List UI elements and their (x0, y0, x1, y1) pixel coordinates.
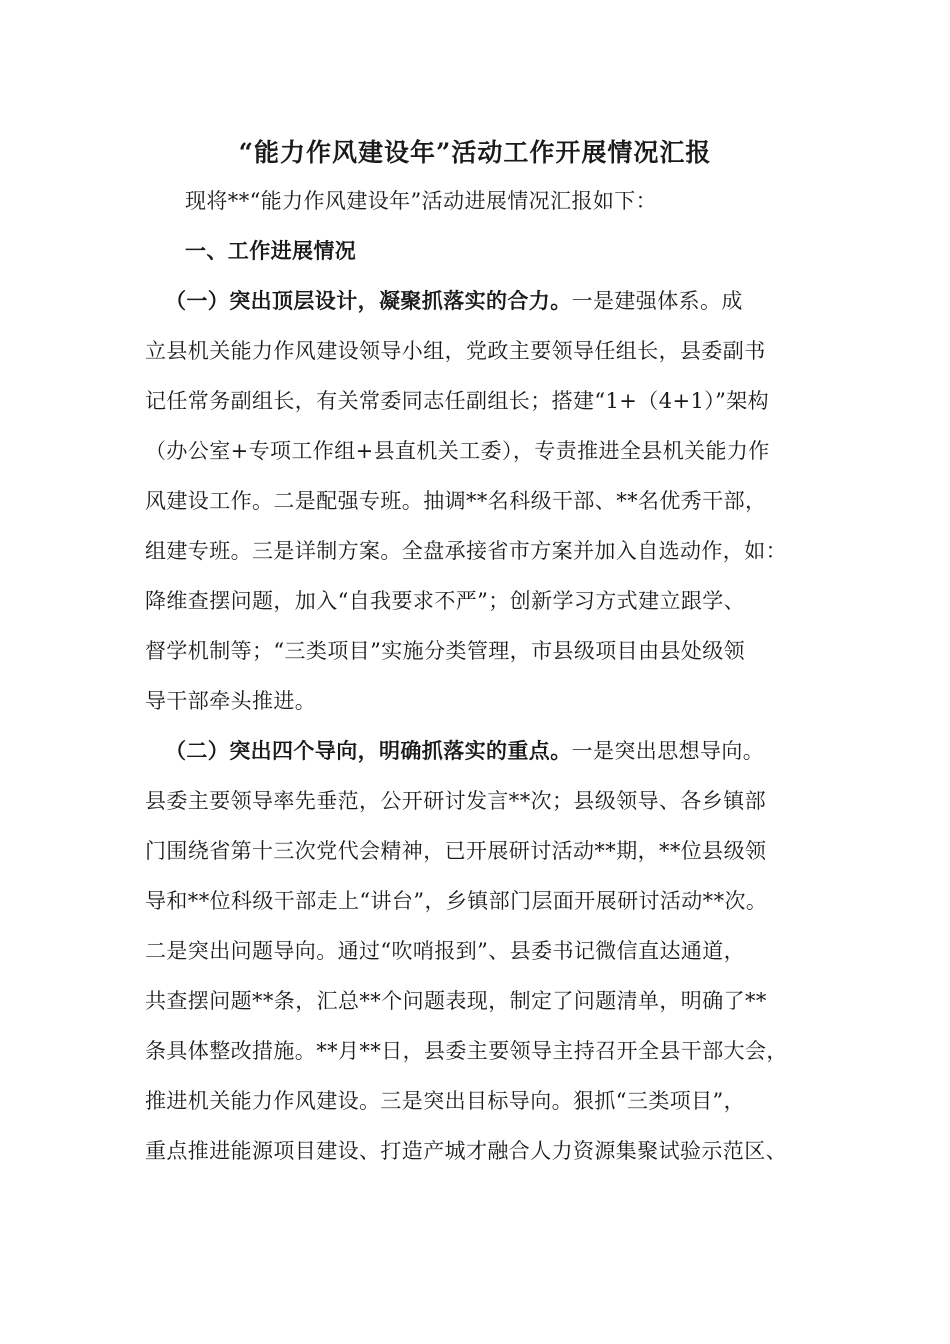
para1-line: 立县机关能力作风建设领导小组，党政主要领导任组长，县委副书 (145, 339, 766, 363)
para1-line: 督学机制等；“三类项目”实施分类管理，市县级项目由县处级领 (145, 639, 746, 663)
para2-line: 共查摆问题**条，汇总**个问题表现，制定了问题清单，明确了** (145, 989, 767, 1013)
para2-heading: （二）突出四个导向，明确抓落实的重点。 (165, 738, 572, 763)
para2-line: 门围绕省第十三次党代会精神，已开展研讨活动**期，**位县级领 (145, 839, 767, 863)
para2-first-line (165, 734, 764, 768)
para1-heading: （一）突出顶层设计，凝聚抓落实的合力。 (165, 288, 572, 313)
para2-line: 推进机关能力作风建设。三是突出目标导向。狠抓“三类项目”， (145, 1089, 746, 1113)
para2-line: 条具体整改措施。**月**日，县委主要领导主持召开全县干部大会， (145, 1039, 788, 1063)
para2-line: 重点推进能源项目建设、打造产城才融合人力资源集聚试验示范区、 (145, 1139, 787, 1163)
intro-line: 现将**“能力作风建设年”活动进展情况汇报如下： (185, 189, 658, 213)
para2-line: 二是突出问题导向。通过“吹哨报到”、县委书记微信直达通道， (145, 939, 746, 963)
page-title: “能力作风建设年”活动工作开展情况汇报 (238, 138, 712, 167)
para1-line: 风建设工作。二是配强专班。抽调**名科级干部、**名优秀干部， (145, 489, 767, 513)
para1-line: （办公室+专项工作组+县直机关工委），专责推进全县机关能力作 (145, 439, 770, 463)
para1-line: 组建专班。三是详制方案。全盘承接省市方案并加入自选动作，如： (145, 539, 787, 563)
section-heading: 一、工作进展情况 (185, 238, 357, 263)
para1-line: 降维查摆问题，加入“自我要求不严”；创新学习方式建立跟学、 (145, 589, 746, 613)
para1-first-line (165, 284, 743, 318)
para1-line: 记任常务副组长，有关常委同志任副组长；搭建“1+（4+1）”架构 (145, 389, 770, 413)
para2-line: 导和**位科级干部走上“讲台”，乡镇部门层面开展研讨活动**次。 (145, 889, 768, 913)
para1-first-line-text: 一是建强体系。成 (571, 289, 743, 313)
para1-line: 导干部牵头推进。 (145, 689, 317, 713)
para2-line: 县委主要领导率先垂范，公开研讨发言**次；县级领导、各乡镇部 (145, 789, 766, 813)
para2-first-line-text: 一是突出思想导向。 (571, 739, 765, 763)
